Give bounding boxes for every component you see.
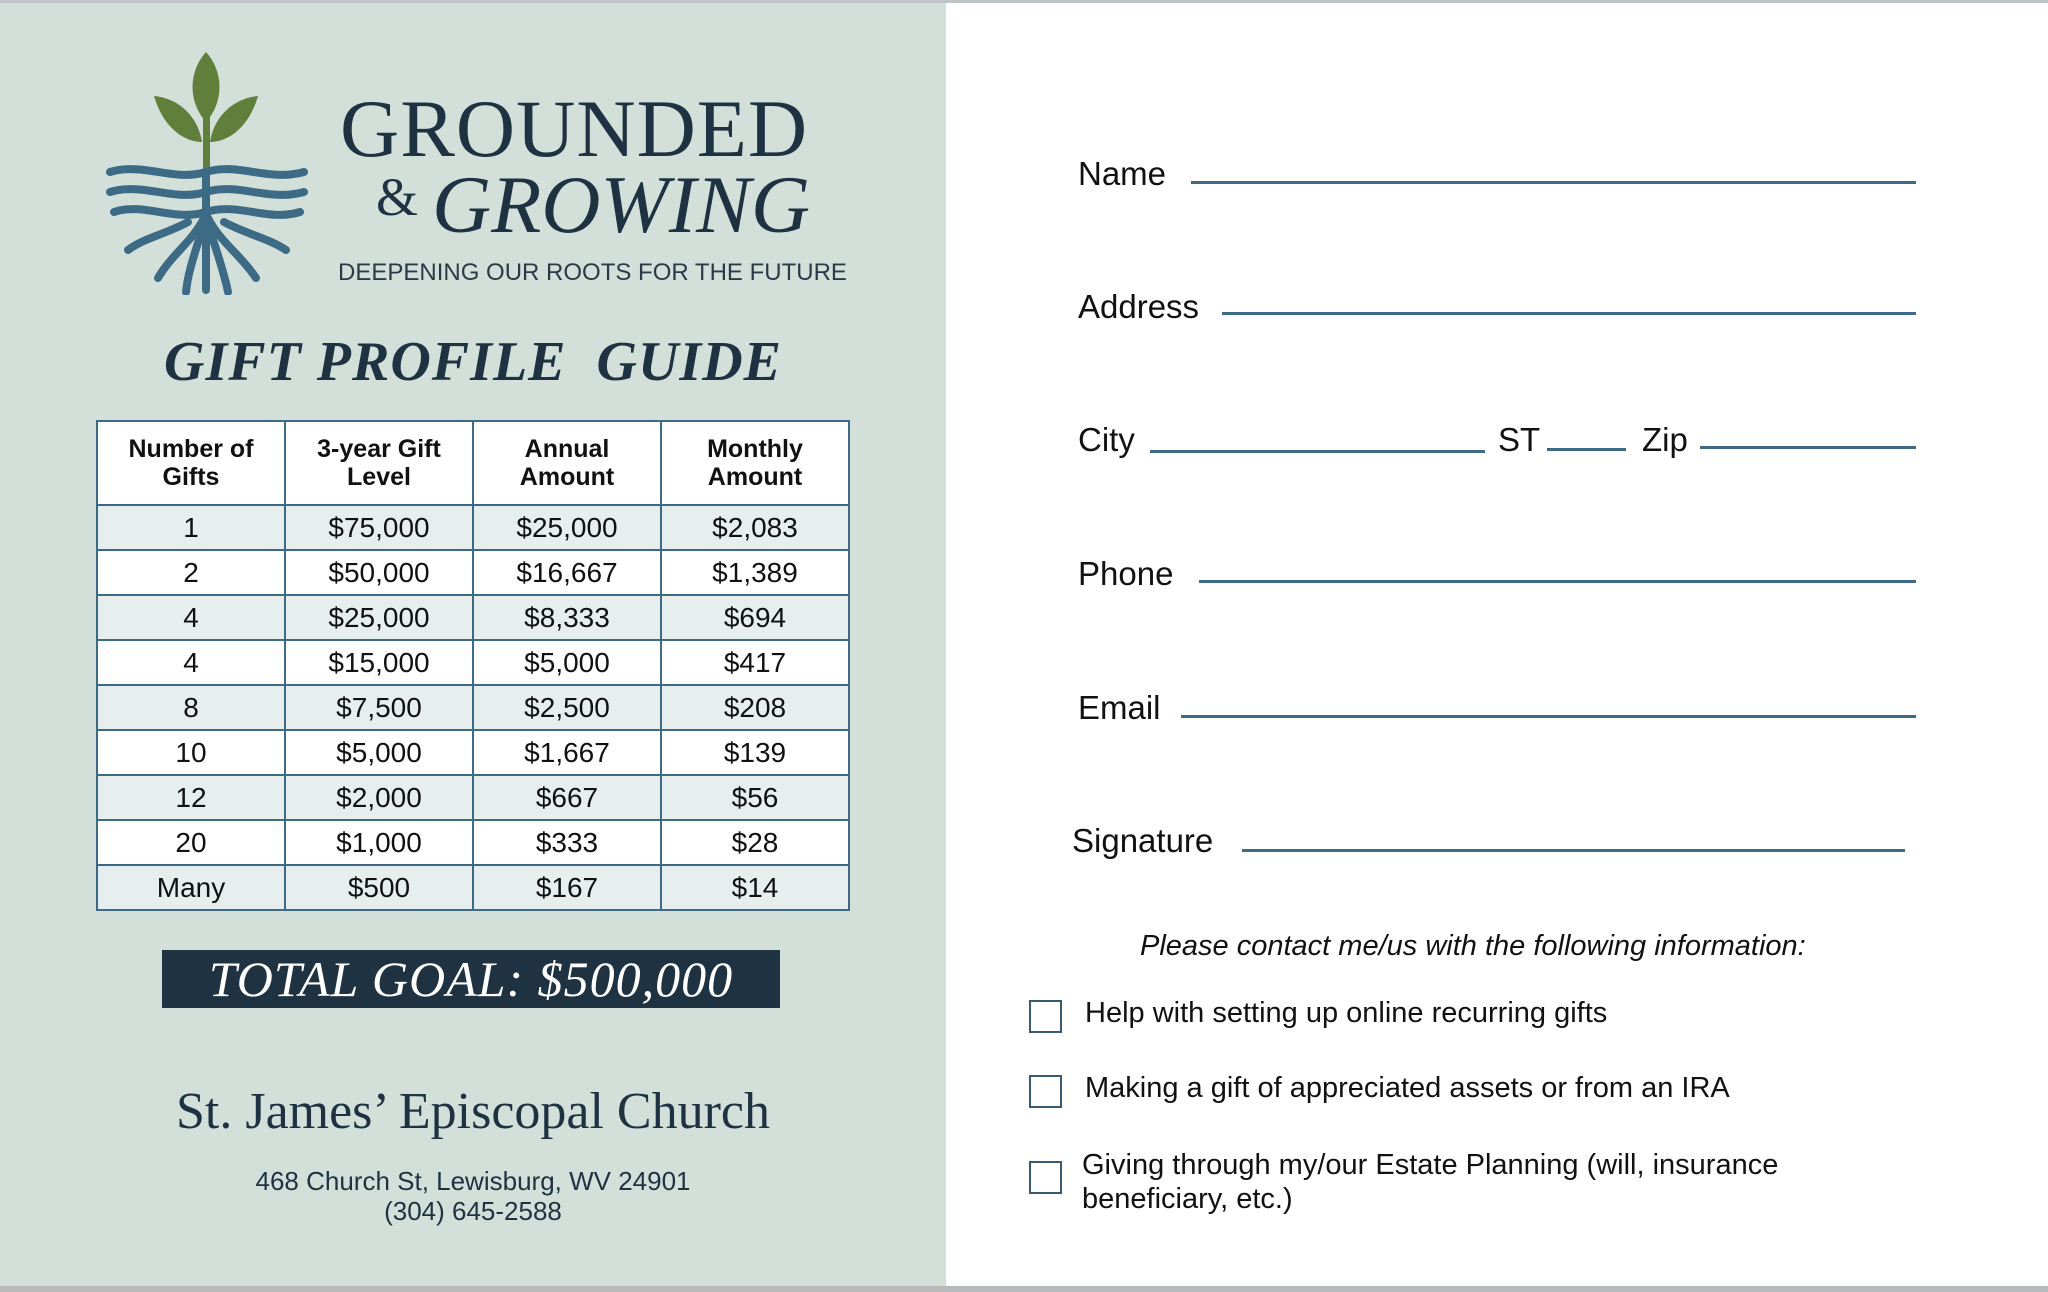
cell-number: 4 (97, 595, 285, 640)
online-recurring-gifts-checkbox[interactable] (1029, 1000, 1062, 1033)
cell-monthly: $139 (661, 730, 849, 775)
cell-monthly: $208 (661, 685, 849, 730)
cell-level: $2,000 (285, 775, 473, 820)
email-label: Email (1078, 689, 1161, 726)
address-field[interactable] (1222, 312, 1916, 315)
cell-monthly: $2,083 (661, 505, 849, 550)
phone-field[interactable] (1199, 580, 1916, 583)
cell-level: $7,500 (285, 685, 473, 730)
signature-label: Signature (1072, 822, 1214, 859)
gift-profile-table (96, 420, 850, 911)
name-field[interactable] (1191, 181, 1916, 184)
cell-level: $5,000 (285, 730, 473, 775)
cell-level: $1,000 (285, 820, 473, 865)
cell-annual: $2,500 (473, 685, 661, 730)
email-field[interactable] (1181, 715, 1916, 718)
cell-number: 20 (97, 820, 285, 865)
option-online-recurring-gifts: Help with setting up online recurring gifts (1085, 997, 1608, 1029)
church-phone: (304) 645-2588 (384, 1196, 562, 1226)
estate-planning-checkbox[interactable] (1029, 1161, 1062, 1194)
header-monthly-amount: Monthly Amount (661, 421, 849, 505)
cell-level: $75,000 (285, 505, 473, 550)
zip-field[interactable] (1700, 446, 1916, 449)
cell-annual: $667 (473, 775, 661, 820)
phone-label: Phone (1078, 555, 1174, 592)
table-row (97, 640, 849, 685)
table-row (97, 730, 849, 775)
table-row (97, 820, 849, 865)
brand-title-growing: GROWING (432, 159, 811, 250)
sprout-roots-logo-icon (104, 50, 314, 295)
address-label: Address (1078, 288, 1200, 325)
cell-number: 1 (97, 505, 285, 550)
state-label: ST (1498, 421, 1541, 458)
table-row (97, 595, 849, 640)
cell-number: 2 (97, 550, 285, 595)
church-name: St. James’ Episcopal Church (175, 1083, 771, 1140)
cell-annual: $8,333 (473, 595, 661, 640)
brand-ampersand: & (376, 167, 419, 227)
header-annual-amount: Annual Amount (473, 421, 661, 505)
city-field[interactable] (1150, 450, 1485, 453)
cell-number: Many (97, 865, 285, 910)
cell-monthly: $1,389 (661, 550, 849, 595)
gift-profile-guide-title: GIFT PROFILE GUIDE (164, 331, 782, 393)
table-row (97, 685, 849, 730)
header-gift-level: 3-year Gift Level (285, 421, 473, 505)
brand-title-grounded: GROUNDED (340, 83, 809, 174)
header-number-of-gifts: Number of Gifts (97, 421, 285, 505)
table-header-row (97, 421, 849, 505)
cell-monthly: $14 (661, 865, 849, 910)
cell-monthly: $28 (661, 820, 849, 865)
state-field[interactable] (1547, 448, 1626, 451)
cell-annual: $1,667 (473, 730, 661, 775)
cell-annual: $167 (473, 865, 661, 910)
brand-tagline: DEEPENING OUR ROOTS FOR THE FUTURE (338, 259, 847, 286)
cell-level: $50,000 (285, 550, 473, 595)
cell-annual: $25,000 (473, 505, 661, 550)
option-appreciated-assets: Making a gift of appreciated assets or from an IRA (1085, 1072, 1730, 1104)
church-address: 468 Church St, Lewisburg, WV 24901 (255, 1166, 691, 1196)
table-row (97, 505, 849, 550)
cell-level: $15,000 (285, 640, 473, 685)
zip-label: Zip (1642, 421, 1688, 458)
total-goal-banner: TOTAL GOAL: $500,000 (162, 950, 780, 1008)
cell-number: 8 (97, 685, 285, 730)
contact-prompt: Please contact me/us with the following information: (1140, 930, 1806, 962)
cell-number: 10 (97, 730, 285, 775)
city-label: City (1078, 421, 1135, 458)
cell-monthly: $56 (661, 775, 849, 820)
cell-annual: $5,000 (473, 640, 661, 685)
appreciated-assets-checkbox[interactable] (1029, 1075, 1062, 1108)
cell-annual: $16,667 (473, 550, 661, 595)
cell-number: 4 (97, 640, 285, 685)
option-estate-planning: Giving through my/our Estate Planning (will, insurance beneficiary, etc.) (1082, 1149, 1779, 1215)
signature-field[interactable] (1242, 849, 1905, 852)
cell-level: $500 (285, 865, 473, 910)
cell-annual: $333 (473, 820, 661, 865)
cell-monthly: $694 (661, 595, 849, 640)
table-row (97, 550, 849, 595)
cell-number: 12 (97, 775, 285, 820)
cell-monthly: $417 (661, 640, 849, 685)
bottom-border (0, 1286, 2048, 1292)
cell-level: $25,000 (285, 595, 473, 640)
table-row (97, 865, 849, 910)
name-label: Name (1078, 155, 1167, 192)
table-row (97, 775, 849, 820)
